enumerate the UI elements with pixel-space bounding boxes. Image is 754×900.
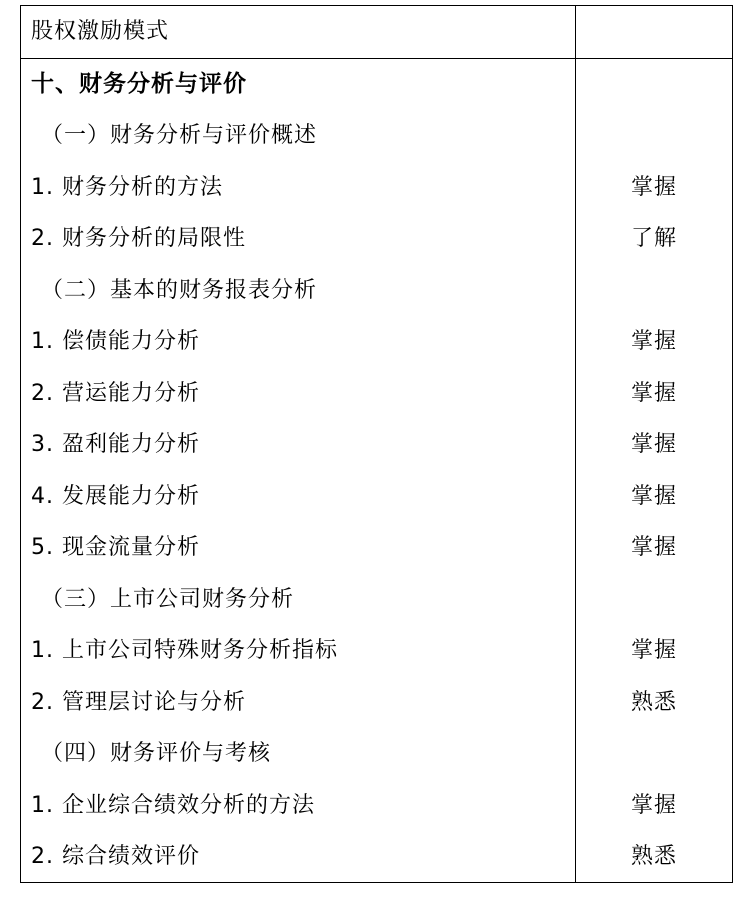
- topic-cell: 2. 综合绩效评价: [21, 832, 576, 883]
- table-row: [21, 6, 733, 59]
- table-row: [21, 368, 733, 420]
- table-row: [21, 111, 733, 163]
- table-row: [21, 59, 733, 111]
- table-row: [21, 317, 733, 369]
- table-row: [21, 420, 733, 472]
- table-row: [21, 574, 733, 626]
- topic-cell: 1. 上市公司特殊财务分析指标: [21, 626, 576, 678]
- subsection-heading: （二）基本的财务报表分析: [21, 265, 576, 317]
- topic-cell: 1. 偿债能力分析: [21, 317, 576, 369]
- section-heading: 十、财务分析与评价: [21, 59, 576, 111]
- subsection-heading: （一）财务分析与评价概述: [21, 111, 576, 163]
- subsection-heading: （四）财务评价与考核: [21, 729, 576, 781]
- requirement-cell: 熟悉: [576, 677, 733, 729]
- topic-cell: 股权激励模式: [21, 6, 576, 58]
- table-row: [21, 471, 733, 523]
- requirement-cell: 掌握: [576, 317, 733, 369]
- table-row: [21, 729, 733, 781]
- requirement-cell: [576, 59, 733, 111]
- requirement-cell: [576, 574, 733, 626]
- topic-cell: 3. 盈利能力分析: [21, 420, 576, 472]
- topic-cell: 5. 现金流量分析: [21, 523, 576, 575]
- table-row: [21, 677, 733, 729]
- topic-cell: 4. 发展能力分析: [21, 471, 576, 523]
- requirement-cell: 掌握: [576, 780, 733, 832]
- requirement-cell: 熟悉: [576, 832, 733, 883]
- requirement-cell: 掌握: [576, 162, 733, 214]
- syllabus-table: [20, 5, 733, 883]
- requirement-cell: [576, 729, 733, 781]
- requirement-cell: [576, 265, 733, 317]
- requirement-cell: [576, 6, 733, 58]
- topic-cell: 2. 管理层讨论与分析: [21, 677, 576, 729]
- requirement-cell: 掌握: [576, 420, 733, 472]
- topic-cell: 2. 财务分析的局限性: [21, 214, 576, 266]
- requirement-cell: 了解: [576, 214, 733, 266]
- table-row: [21, 832, 733, 884]
- table-row: [21, 626, 733, 678]
- topic-cell: 2. 营运能力分析: [21, 368, 576, 420]
- topic-cell: 1. 企业综合绩效分析的方法: [21, 780, 576, 832]
- requirement-cell: 掌握: [576, 523, 733, 575]
- requirement-cell: 掌握: [576, 368, 733, 420]
- requirement-cell: 掌握: [576, 471, 733, 523]
- table-row: [21, 162, 733, 214]
- requirement-cell: [576, 111, 733, 163]
- topic-cell: 1. 财务分析的方法: [21, 162, 576, 214]
- table-row: [21, 780, 733, 832]
- table-row: [21, 523, 733, 575]
- table-row: [21, 214, 733, 266]
- subsection-heading: （三）上市公司财务分析: [21, 574, 576, 626]
- requirement-cell: 掌握: [576, 626, 733, 678]
- table-row: [21, 265, 733, 317]
